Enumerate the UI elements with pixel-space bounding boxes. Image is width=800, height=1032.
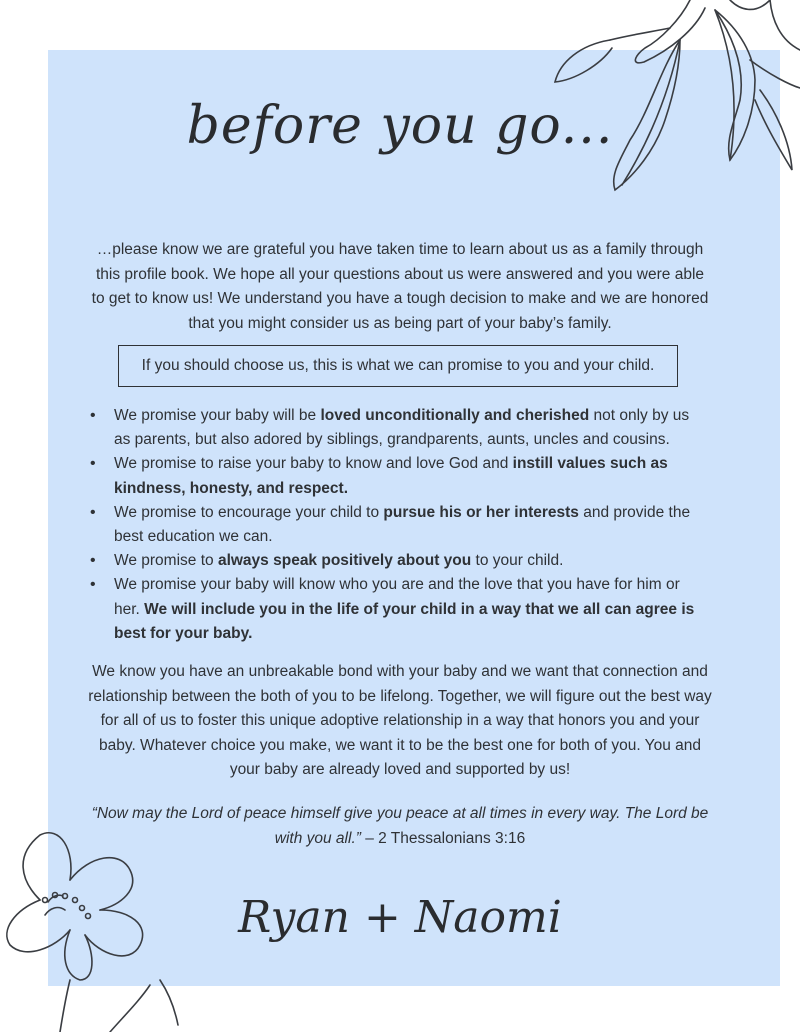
list-item [88, 404, 708, 452]
promise-text: We promise your baby will be [114, 407, 321, 424]
list-item [88, 573, 708, 646]
list-item [88, 452, 708, 500]
promise-text: and provide the best education we can. [114, 503, 691, 546]
promise-emphasis: always speak positively about you [217, 552, 472, 570]
list-item [88, 549, 708, 573]
promise-callout-text: If you should choose us, this is what we can promise to you and your child. [141, 357, 655, 374]
verse-quote: “Now may the Lord of peace himself give you peace at all times in every way. The Lord be with you all.” [91, 805, 709, 847]
list-item [88, 501, 708, 549]
page-title: before you go... [186, 96, 614, 156]
promise-emphasis: loved unconditionally and cherished [320, 407, 590, 424]
promise-list [88, 404, 708, 646]
promise-text: We promise to raise your baby to know and love God and [114, 455, 513, 473]
promise-callout-box [118, 345, 678, 387]
verse-reference: – 2 Thessalonians 3:16 [360, 829, 526, 847]
promise-text: We promise to [114, 552, 218, 570]
scripture-verse [86, 802, 714, 851]
promise-emphasis: instill values such as kindness, honesty, and respect. [114, 455, 668, 497]
intro-paragraph: …please know we are grateful you have taken time to learn about us as a family through this profile book. We hope all your questions about us were answered and you were able to get to know us! We understand you have a tough decision to make and we are honored that you might consider us as being part of your baby’s family. [91, 241, 709, 332]
closing-paragraph: We know you have an unbreakable bond with your baby and we want that connection and relationship between the both of you to be lifelong. Together, we will figure out the best way for all of us to foster this unique adoptive relationship in a way that honors you and your baby. Whatever choice you make, we want it to be the best one for both of you. You and your baby are already loved and supported by us! [88, 663, 712, 778]
promise-text: to your child. [471, 552, 564, 570]
promise-emphasis: pursue his or her interests [383, 503, 579, 521]
promise-emphasis: We will include you in the life of your child in a way that we all can agree is best for your baby. [114, 600, 695, 642]
promise-text: not only by us as parents, but also adored by siblings, grandparents, aunts, uncles and cousins. [114, 407, 690, 449]
promise-text: We promise your baby will know who you are and the love that you have for him or her. [114, 576, 680, 618]
promise-text: We promise to encourage your child to [114, 503, 384, 521]
signature: Ryan + Naomi [238, 892, 562, 943]
